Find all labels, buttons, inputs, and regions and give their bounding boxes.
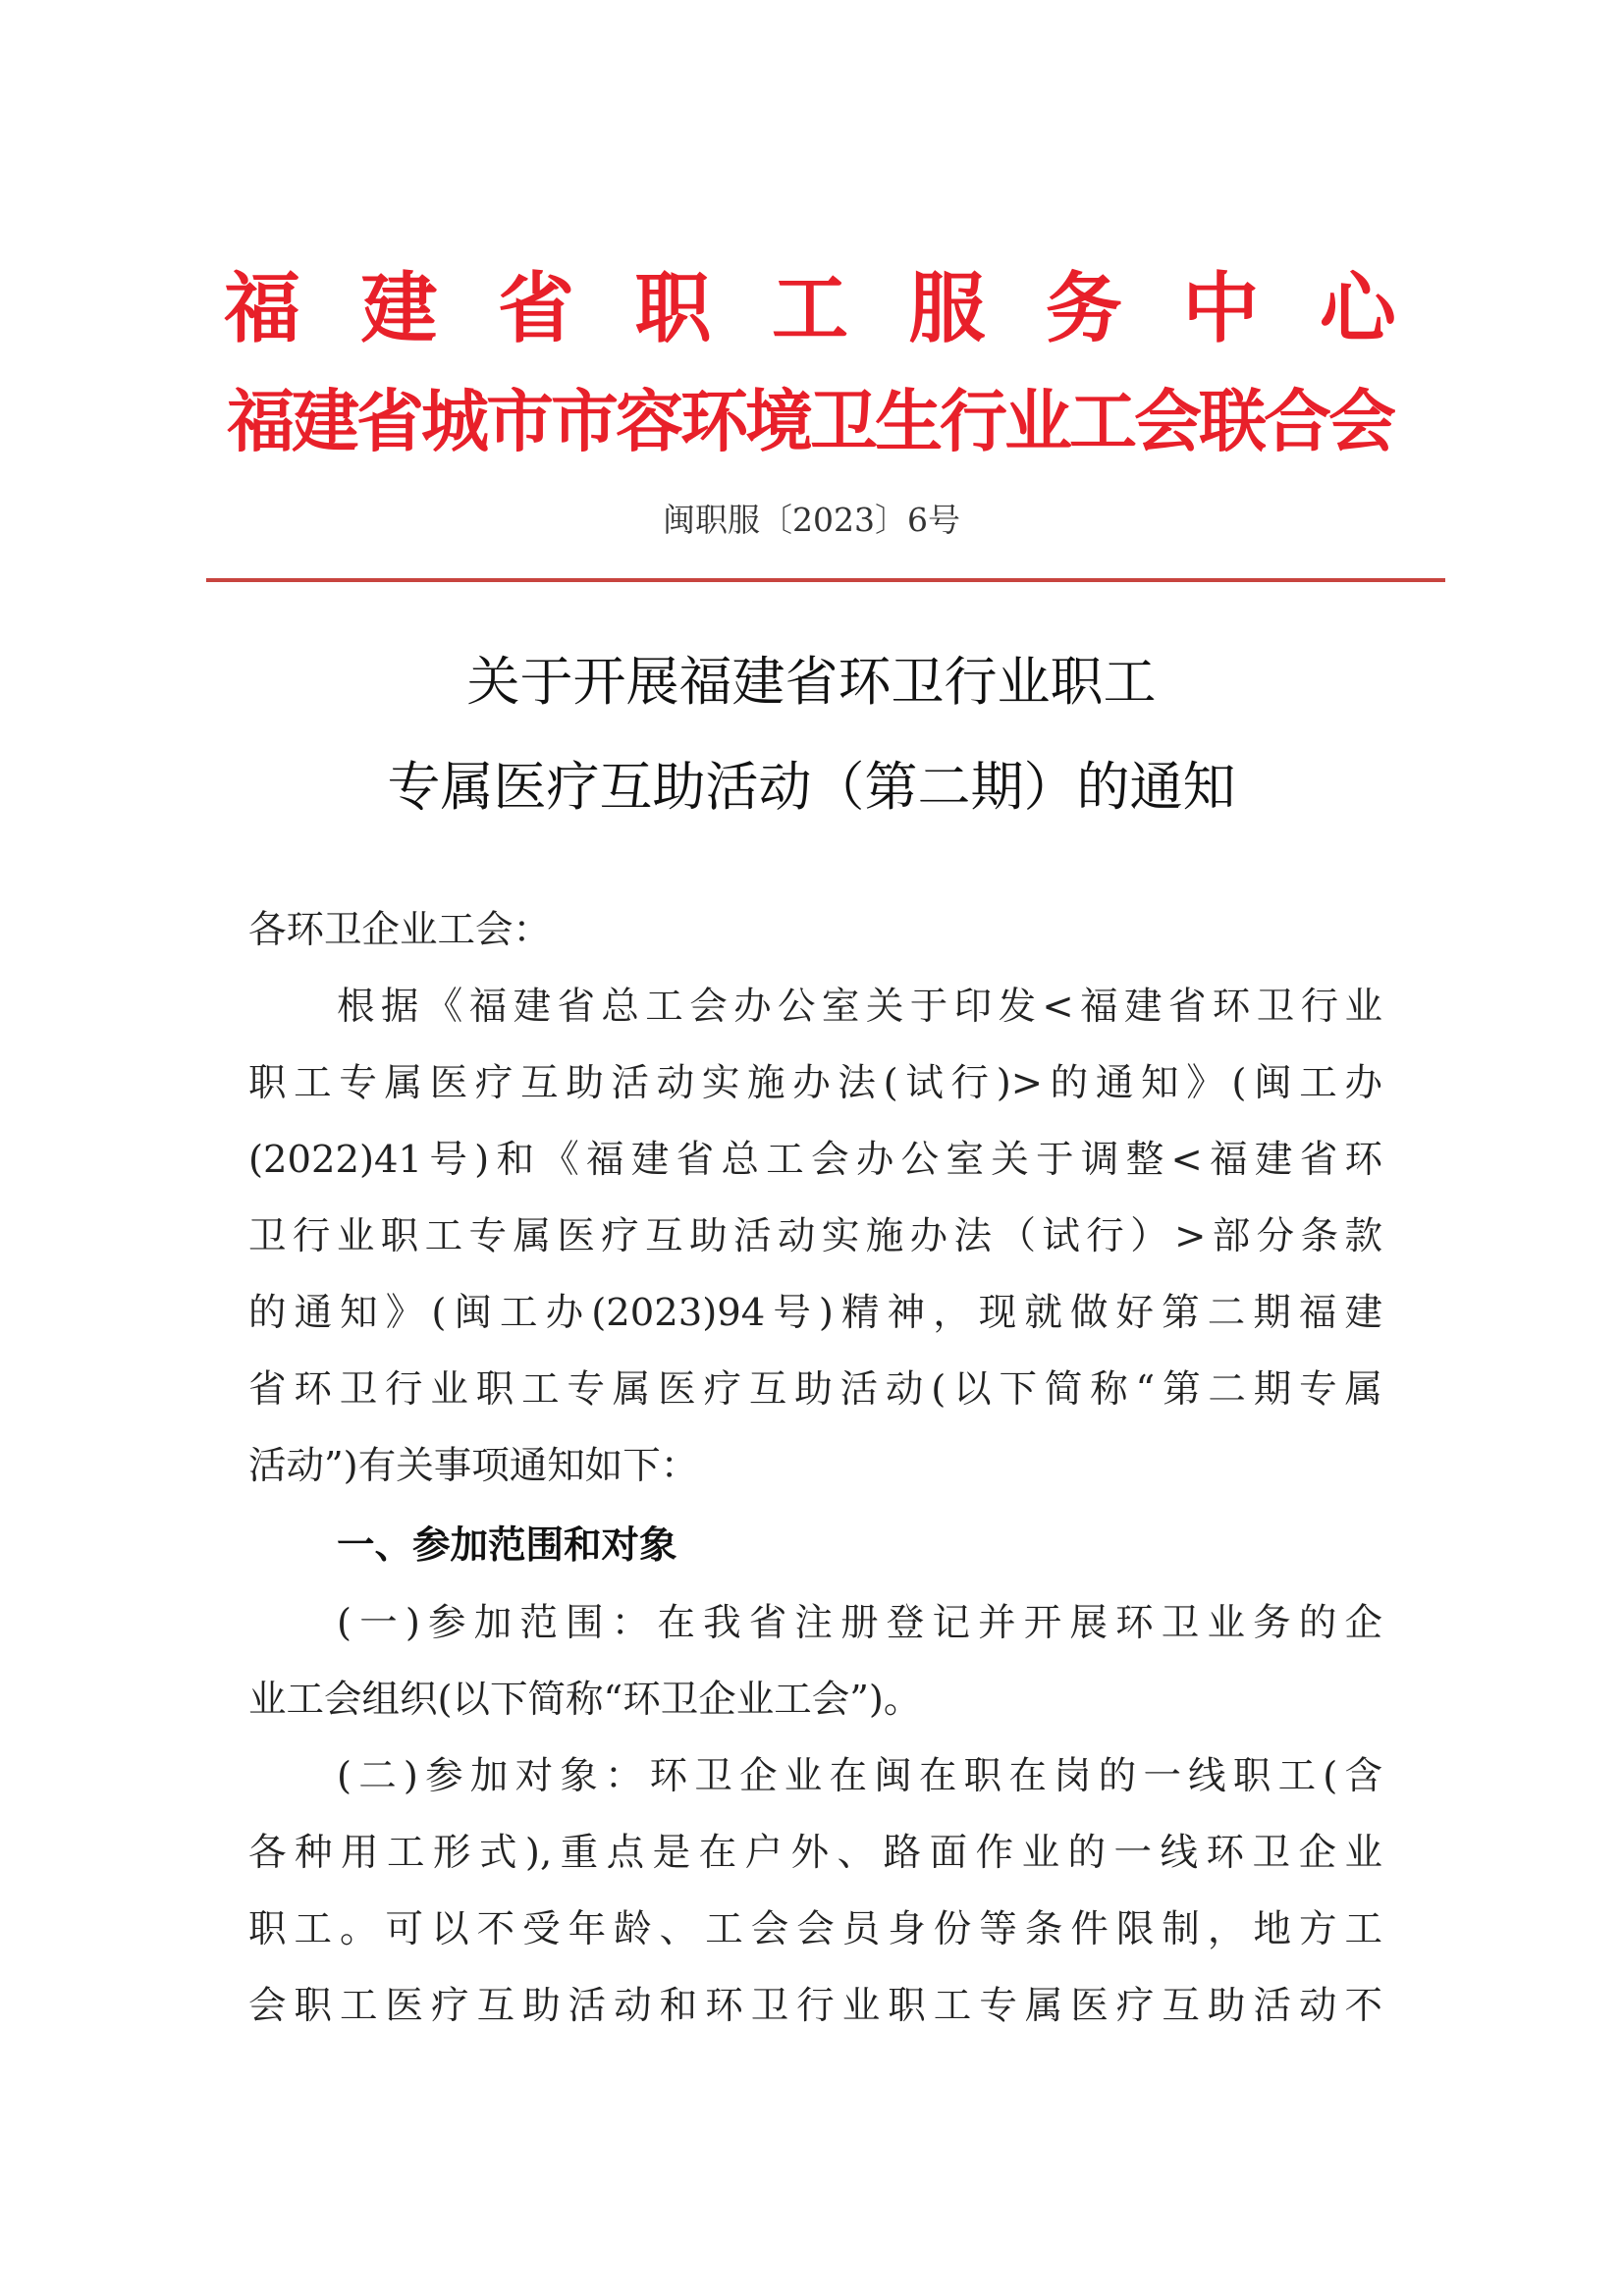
document-number: 闽职服〔2023〕6号	[663, 501, 960, 539]
section-heading-scope: 一、参加范围和对象	[337, 1523, 677, 1568]
issuer-char: 心	[1319, 265, 1396, 353]
intro-paragraph-line: (2022)41号)和《福建省总工会办公室关于调整<福建省环	[248, 1138, 1382, 1182]
issuer-sanitation-union: 福建省城市市容环境卫生行业工会联合会	[227, 383, 1393, 461]
intro-paragraph-line: 的通知》(闽工办(2023)94号)精神，现就做好第二期福建	[248, 1291, 1382, 1335]
target-item-line: 各种用工形式),重点是在户外、路面作业的一线环卫企业	[248, 1831, 1382, 1875]
intro-paragraph-line: 省环卫行业职工专属医疗互助活动(以下简称“第二期专属	[248, 1367, 1382, 1412]
issuer-char: 福	[224, 265, 301, 353]
intro-paragraph-line: 职工专属医疗互助活动实施办法(试行)>的通知》(闽工办	[248, 1061, 1382, 1105]
intro-paragraph-line: 活动”)有关事项通知如下：	[248, 1444, 699, 1488]
issuer-char: 务	[1045, 265, 1122, 353]
intro-paragraph-line: 根据《福建省总工会办公室关于印发<福建省环卫行业	[337, 985, 1382, 1029]
scope-item-line: 业工会组织(以下简称“环卫企业工会”)。	[248, 1678, 922, 1722]
scope-item-line: (一)参加范围：在我省注册登记并开展环卫业务的企	[337, 1601, 1382, 1645]
issuer-char: 建	[360, 265, 438, 353]
issuer-char: 中	[1182, 265, 1260, 353]
target-item-line: 职工。可以不受年龄、工会会员身份等条件限制，地方工	[248, 1907, 1382, 1951]
issuer-char: 职	[634, 265, 712, 353]
red-divider	[206, 578, 1445, 582]
issuer-char: 工	[771, 265, 848, 353]
document-title-line-2: 专属医疗互助活动（第二期）的通知	[387, 756, 1236, 818]
issuer-char: 省	[497, 265, 574, 353]
issuer-char: 服	[908, 265, 986, 353]
target-item-line: 会职工医疗互助活动和环卫行业职工专属医疗互助活动不	[248, 1984, 1382, 2028]
target-item-line: (二)参加对象：环卫企业在闽在职在岗的一线职工(含	[337, 1754, 1382, 1798]
intro-paragraph-line: 卫行业职工专属医疗互助活动实施办法（试行）>部分条款	[248, 1214, 1382, 1258]
salutation: 各环卫企业工会：	[248, 908, 552, 952]
document-title-line-1: 关于开展福建省环卫行业职工	[466, 651, 1157, 713]
issuer-service-center	[196, 260, 1424, 358]
